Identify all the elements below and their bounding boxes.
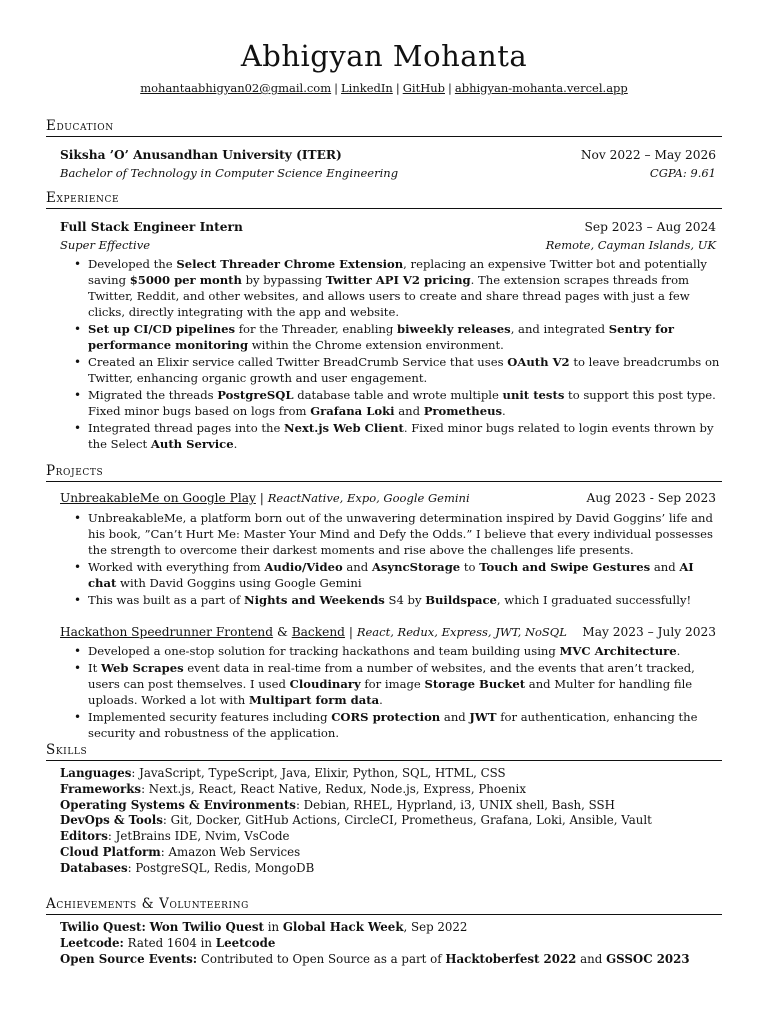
section-title-achievements: Achievements & Volunteering xyxy=(46,896,249,912)
github-link[interactable]: GitHub xyxy=(402,81,445,95)
skill-row: DevOps & Tools: Git, Docker, GitHub Actions, CircleCI, Prometheus, Grafana, Loki, Ansible, Vault xyxy=(60,813,652,828)
skill-row: Operating Systems & Environments: Debian, RHEL, Hyprland, i3, UNIX shell, Bash, SSH xyxy=(60,797,615,812)
email-link[interactable]: mohantaabhigyan02@gmail.com xyxy=(140,81,332,95)
section-divider xyxy=(46,481,722,482)
section-title-education: Education xyxy=(46,118,114,134)
list-item: • It Web Scrapes event data in real-time from a number of websites, and the events that aren’t tracked, users can post themselves. I used Cloudinary for image Storage Bucket and Multer for handling file uploads. Worked a lot with Multipart form data. xyxy=(74,660,722,708)
section-title-experience: Experience xyxy=(46,190,120,206)
project-entry xyxy=(60,624,716,640)
project-tech: React, Redux, Express, JWT, NoSQL xyxy=(356,625,567,639)
project-link-hackathon-backend[interactable]: Backend xyxy=(291,625,345,639)
achievements-list xyxy=(60,920,720,967)
job-location: Remote, Cayman Islands, UK xyxy=(545,238,716,252)
achievement-row: Leetcode: Rated 1604 in Leetcode xyxy=(60,935,276,950)
education-entry xyxy=(60,147,716,163)
separator: | xyxy=(259,491,264,505)
contact-line xyxy=(0,80,768,96)
job-role: Full Stack Engineer Intern xyxy=(60,220,243,234)
experience-bullets xyxy=(74,256,722,453)
section-divider xyxy=(46,914,722,915)
list-item: • Worked with everything from Audio/Video and AsyncStorage to Touch and Swipe Gestures and AI chat with David Goggins using Google Gemini xyxy=(74,559,722,591)
separator: | xyxy=(395,81,400,95)
project-dates: May 2023 – July 2023 xyxy=(582,625,716,639)
school-name: Siksha ’O’ Anusandhan University (ITER) xyxy=(60,148,342,162)
skill-row: Cloud Platform: Amazon Web Services xyxy=(60,844,301,859)
project-dates: Aug 2023 - Sep 2023 xyxy=(586,491,716,505)
project-link-hackathon-frontend[interactable]: Hackathon Speedrunner Frontend xyxy=(60,625,274,639)
section-title-skills: Skills xyxy=(46,742,88,758)
list-item: • Developed the Select Threader Chrome Extension, replacing an expensive Twitter bot and potentially saving $5000 per month by bypassing Twitter API V2 pricing. The extension scrapes threads from Twitter, Reddit, and other websites, and allows users to create and share thread pages with just a few clicks, directly integrating with the app and website. xyxy=(74,256,722,320)
section-title-projects: Projects xyxy=(46,463,104,479)
candidate-name: Abhigyan Mohanta xyxy=(240,39,528,73)
skill-row: Databases: PostgreSQL, Redis, MongoDB xyxy=(60,860,315,875)
project-link-unbreakableme[interactable]: UnbreakableMe on Google Play xyxy=(60,491,256,505)
list-item: • Migrated the threads PostgreSQL database table and wrote multiple unit tests to support this post type. Fixed minor bugs based on logs from Grafana Loki and Prometheus. xyxy=(74,387,722,419)
degree: Bachelor of Technology in Computer Science Engineering xyxy=(60,166,399,180)
ampersand: & xyxy=(276,625,288,639)
separator: | xyxy=(334,81,339,95)
project-bullets xyxy=(74,643,722,742)
company-name: Super Effective xyxy=(60,238,150,252)
separator: | xyxy=(348,625,353,639)
cgpa: CGPA: 9.61 xyxy=(649,166,716,180)
experience-details xyxy=(60,237,716,253)
job-dates: Sep 2023 – Aug 2024 xyxy=(584,220,716,234)
list-item: • Created an Elixir service called Twitter BreadCrumb Service that uses OAuth V2 to leave breadcrumbs on Twitter, enhancing organic growth and user engagement. xyxy=(74,354,722,386)
section-divider xyxy=(46,760,722,761)
list-item: • Integrated thread pages into the Next.js Web Client. Fixed minor bugs related to login events thrown by the Select Auth Service. xyxy=(74,420,722,452)
project-entry xyxy=(60,490,716,506)
skills-list xyxy=(60,766,720,877)
list-item: • This was built as a part of Nights and Weekends S4 by Buildspace, which I graduated successfully! xyxy=(74,592,722,608)
section-divider xyxy=(46,136,722,137)
list-item: • Developed a one-stop solution for tracking hackathons and team building using MVC Architecture. xyxy=(74,643,722,659)
achievement-row: Twilio Quest: Won Twilio Quest in Global Hack Week, Sep 2022 xyxy=(60,920,468,934)
skill-row: Frameworks: Next.js, React, React Native, Redux, Node.js, Express, Phoenix xyxy=(60,781,526,796)
achievement-row: Open Source Events: Contributed to Open Source as a part of Hacktoberfest 2022 and GSSOC 2023 xyxy=(60,951,690,966)
list-item: • Implemented security features including CORS protection and JWT for authentication, enhancing the security and robustness of the application. xyxy=(74,709,722,741)
skill-row: Editors: JetBrains IDE, Nvim, VsCode xyxy=(60,829,290,844)
separator: | xyxy=(448,81,452,95)
education-details xyxy=(60,165,716,181)
project-bullets xyxy=(74,510,722,609)
education-dates: Nov 2022 – May 2026 xyxy=(580,148,716,162)
experience-entry xyxy=(60,219,716,235)
list-item: • UnbreakableMe, a platform born out of the unwavering determination inspired by David Goggins’ life and his book, ”Can’t Hurt Me: Master Your Mind and Defy the Odds.” I believe that every individual possesses the strength to overcome their darkest moments and rise above the challenges life presents. xyxy=(74,510,722,558)
website-link[interactable]: abhigyan-mohanta.vercel.app xyxy=(454,81,628,95)
project-tech: ReactNative, Expo, Google Gemini xyxy=(267,491,470,505)
skill-row: Languages: JavaScript, TypeScript, Java, Elixir, Python, SQL, HTML, CSS xyxy=(60,766,506,780)
linkedin-link[interactable]: LinkedIn xyxy=(341,81,393,95)
section-divider xyxy=(46,208,722,209)
list-item: • Set up CI/CD pipelines for the Threader, enabling biweekly releases, and integrated Sentry for performance monitoring within the Chrome extension environment. xyxy=(74,321,722,353)
